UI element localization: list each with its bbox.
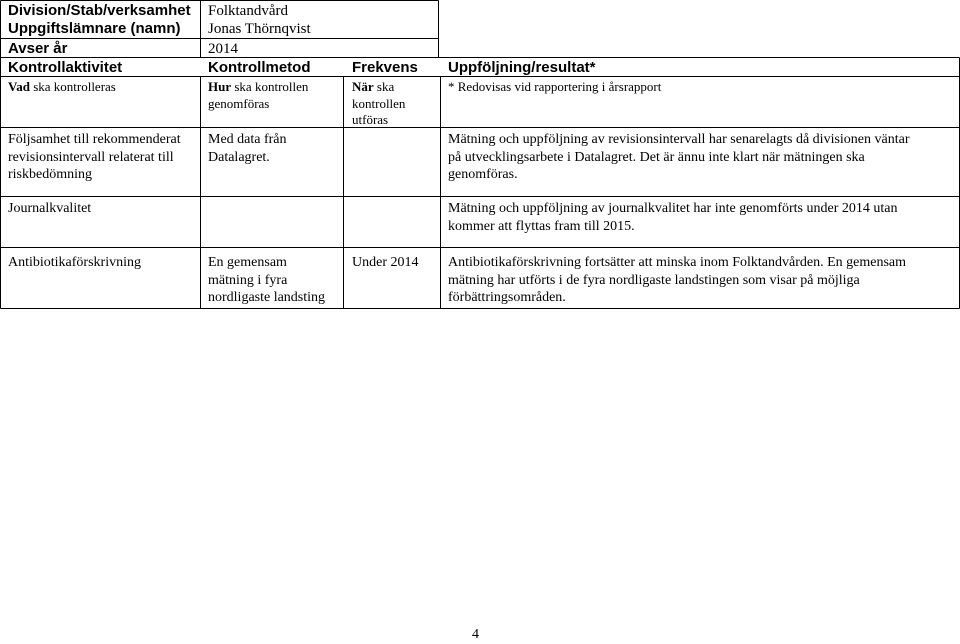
subheader-when-bold: När bbox=[352, 79, 374, 94]
subheader-when-line3: utföras bbox=[352, 112, 389, 127]
subheader-how-line1 bbox=[208, 78, 308, 95]
subheader-how-line2: genomföras bbox=[208, 96, 270, 111]
row3-result-line3: förbättringsområden. bbox=[448, 290, 566, 305]
row1-activity-line3: riskbedömning bbox=[8, 167, 92, 182]
row3-method-line2: mätning i fyra bbox=[208, 272, 288, 288]
row1-activity-line2: revisionsintervall relaterat till bbox=[8, 149, 174, 165]
column-header-method: Kontrollmetod bbox=[208, 59, 311, 76]
row1-result-line2: på utvecklingsarbete i Datalagret. Det är ännu inte klart när mätningen ska bbox=[448, 149, 865, 165]
division-label: Division/Stab/verksamhet bbox=[8, 2, 191, 19]
row2-result-line2: kommer att flyttas fram till 2015. bbox=[448, 218, 635, 234]
row1-method-line2: Datalagret. bbox=[208, 149, 270, 165]
row3-activity-line1: Antibiotikaförskrivning bbox=[8, 255, 141, 270]
page-number: 4 bbox=[472, 627, 479, 642]
row3-result-line2: mätning har utförts i de fyra nordligaste landstingen som visar på möjliga bbox=[448, 272, 860, 288]
subheader-how-bold: Hur bbox=[208, 79, 232, 94]
column-header-activity: Kontrollaktivitet bbox=[8, 59, 123, 76]
year-label: Avser år bbox=[8, 40, 68, 57]
row2-result-line1: Mätning och uppföljning av journalkvalitet har inte genomförts under 2014 utan bbox=[448, 201, 898, 216]
row3-result-line1: Antibiotikaförskrivning fortsätter att minska inom Folktandvården. En gemensam bbox=[448, 255, 907, 270]
row3-frequency-line1: Under 2014 bbox=[352, 255, 419, 270]
row1-result-line3: genomföras. bbox=[448, 167, 518, 182]
column-header-followup: Uppföljning/resultat* bbox=[448, 59, 596, 76]
row1-result-line1: Mätning och uppföljning av revisionsintervall har senarelagts då divisionen väntar bbox=[448, 132, 910, 147]
subheader-note: * Redovisas vid rapportering i årsrapport bbox=[448, 79, 662, 94]
row1-activity-line1: Följsamhet till rekommenderat bbox=[8, 132, 181, 147]
division-value: Folktandvård bbox=[208, 3, 288, 19]
row3-method-line1: En gemensam bbox=[208, 255, 287, 270]
reporter-label: Uppgiftslämnare (namn) bbox=[8, 20, 181, 37]
row3-method-line3: nordligaste landsting bbox=[208, 290, 326, 305]
row2-activity-line1: Journalkvalitet bbox=[8, 201, 92, 216]
subheader-when-line2: kontrollen bbox=[352, 96, 406, 111]
year-value: 2014 bbox=[208, 41, 238, 57]
subheader-when-line1 bbox=[352, 78, 394, 95]
subheader-what bbox=[8, 78, 116, 95]
subheader-what-rest: ska kontrolleras bbox=[29, 79, 116, 94]
subheader-what-bold: Vad bbox=[8, 79, 30, 94]
subheader-when-rest-1: ska bbox=[373, 79, 395, 94]
column-header-frequency: Frekvens bbox=[352, 59, 418, 76]
subheader-how-rest-1: ska kontrollen bbox=[231, 79, 309, 94]
reporter-value: Jonas Thörnqvist bbox=[208, 21, 311, 37]
row1-method-line1: Med data från bbox=[208, 132, 287, 147]
